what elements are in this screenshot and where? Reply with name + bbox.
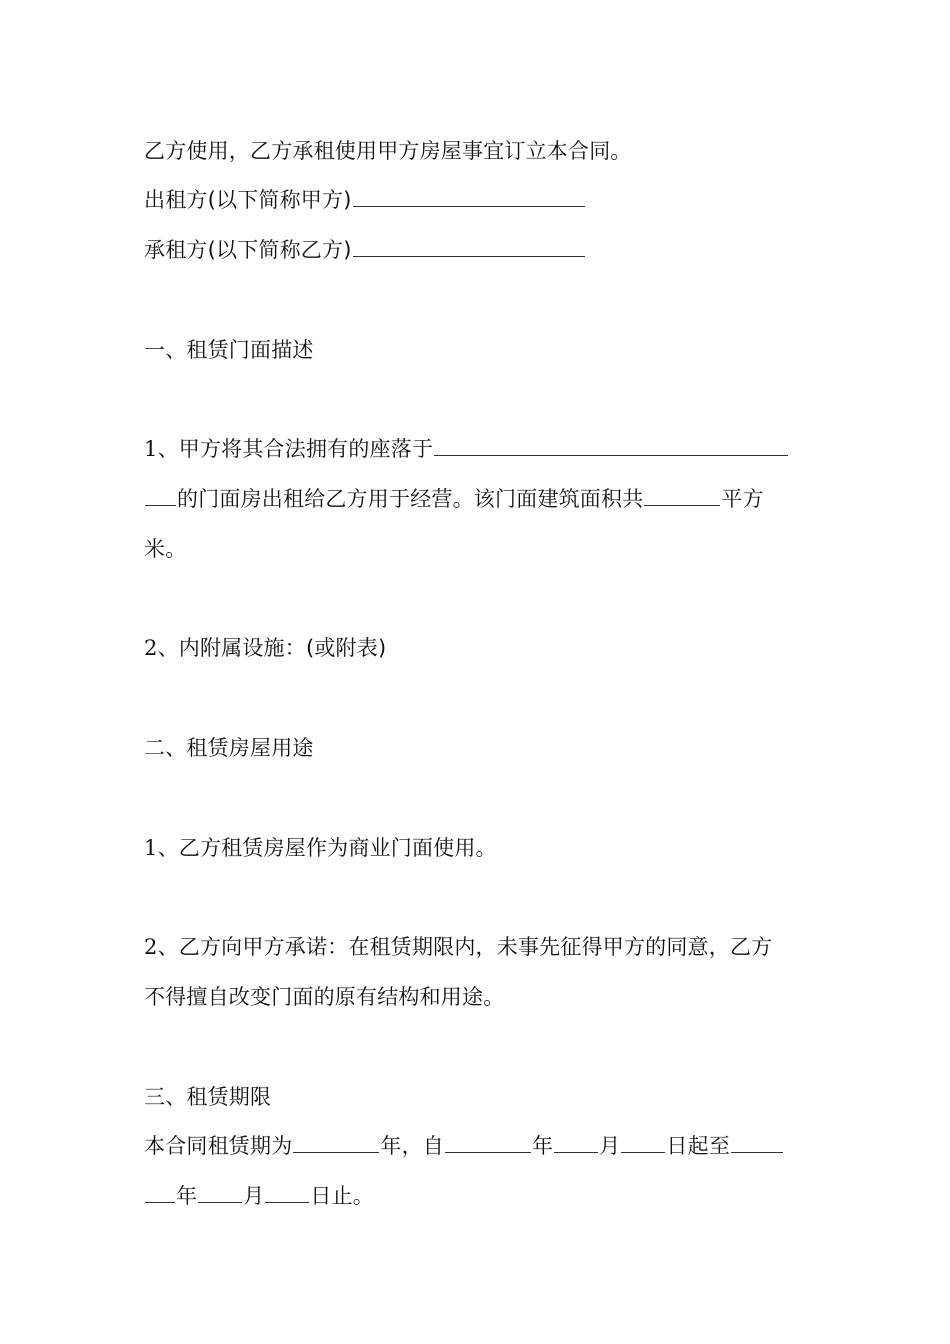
item-number: 2 — [144, 935, 158, 959]
item-text: 不得擅自改变门面的原有结构和用途。 — [144, 985, 505, 1009]
unit-text-end: 米。 — [144, 537, 187, 561]
location-blank[interactable] — [434, 435, 788, 456]
section-1-item-1-line-2 — [144, 485, 764, 513]
lease-term-line-1 — [144, 1132, 784, 1160]
section-2-heading — [144, 734, 314, 762]
term-text: 月 — [599, 1134, 621, 1158]
section-1-title: 一、租赁门面描述 — [144, 338, 314, 362]
end-day-blank[interactable] — [265, 1182, 309, 1203]
years-blank[interactable] — [293, 1132, 379, 1153]
term-text: 日止。 — [310, 1184, 375, 1208]
item-text: 、乙方向甲方承诺：在租赁期限内，未事先征得甲方的同意，乙方 — [157, 935, 773, 959]
intro-paragraph — [144, 137, 632, 165]
section-1-item-1-line-3 — [144, 535, 186, 563]
start-month-blank[interactable] — [554, 1132, 598, 1153]
end-year-blank-continued[interactable] — [145, 1182, 175, 1203]
lease-term-line-2 — [144, 1182, 374, 1210]
term-text: 日起至 — [666, 1134, 731, 1158]
start-day-blank[interactable] — [621, 1132, 665, 1153]
section-1-heading — [144, 336, 314, 364]
section-3-title: 三、租赁期限 — [144, 1085, 272, 1109]
section-1-item-2 — [144, 634, 386, 662]
item-number: 1 — [144, 437, 158, 461]
location-blank-continued[interactable] — [145, 485, 176, 506]
section-3-heading — [144, 1083, 271, 1111]
lessee-label: 承租方(以下简称乙方) — [144, 238, 352, 262]
start-year-blank[interactable] — [445, 1132, 531, 1153]
end-year-blank[interactable] — [731, 1132, 783, 1153]
lessee-blank[interactable] — [353, 236, 585, 257]
term-text: 年 — [532, 1134, 554, 1158]
term-text: 月 — [243, 1184, 265, 1208]
section-2-item-2-line-1 — [144, 933, 772, 961]
term-text: 本合同租赁期为 — [144, 1134, 293, 1158]
item-text: 、内附属设施：(或附表) — [157, 636, 387, 660]
lessee-line — [144, 236, 586, 264]
lessor-line — [144, 186, 586, 214]
term-text: 年，自 — [380, 1134, 445, 1158]
lessor-blank[interactable] — [353, 186, 585, 207]
intro-text: 乙方使用，乙方承租使用甲方房屋事宜订立本合同。 — [144, 139, 632, 163]
lessor-label: 出租方(以下简称甲方) — [144, 188, 352, 212]
item-number: 1 — [144, 836, 158, 860]
end-month-blank[interactable] — [198, 1182, 242, 1203]
item-text: 、乙方租赁房屋作为商业门面使用。 — [157, 836, 497, 860]
term-text: 年 — [176, 1184, 198, 1208]
section-2-item-1 — [144, 834, 497, 862]
section-2-item-2-line-2 — [144, 983, 504, 1011]
item-text: 的门面房出租给乙方用于经营。该门面建筑面积共 — [177, 487, 644, 511]
section-2-title: 二、租赁房屋用途 — [144, 736, 314, 760]
area-blank[interactable] — [644, 485, 720, 506]
item-text: 、甲方将其合法拥有的座落于 — [157, 437, 434, 461]
item-number: 2 — [144, 636, 158, 660]
section-1-item-1-line-1 — [144, 435, 789, 463]
unit-text: 平方 — [721, 487, 764, 511]
